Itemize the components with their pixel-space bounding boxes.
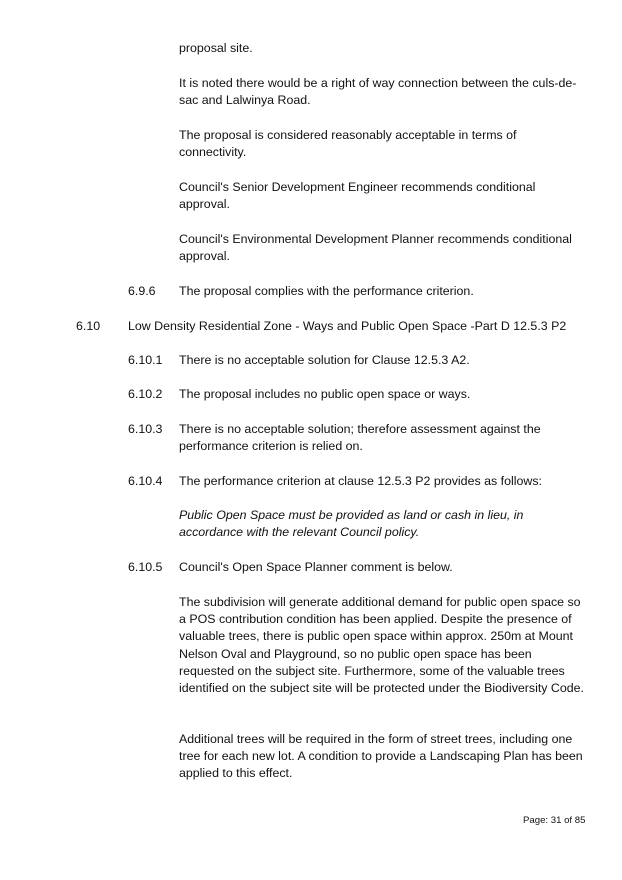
item-text: There is no acceptable solution for Clause 12.5.3 A2. (179, 353, 470, 367)
item-number: 6.10.2 (128, 387, 163, 401)
paragraph-engineer: Council's Senior Development Engineer recommends conditional approval. (179, 180, 536, 212)
item-number: 6.10.1 (128, 353, 163, 367)
item-number: 6.10.3 (128, 422, 163, 436)
paragraph-environmental-planner: Council's Environmental Development Planner recommends conditional approval. (179, 232, 572, 264)
comment-paragraph-pos: The subdivision will generate additional demand for public open space so a POS contribution condition has been applied. Despite the presence of valuable trees, there is public open space within approx. 250m at Mount Nelson Oval and Playground, so no public open space has been requested on the subject site. Furthermore, some of the valuable trees identified on the subject site will be protected under the Biodiversity Code. (179, 595, 584, 696)
section-number: 6.10 (76, 319, 101, 333)
item-number: 6.10.4 (128, 474, 163, 488)
paragraph-proposal-site: proposal site. (179, 41, 253, 55)
item-number: 6.9.6 (128, 284, 156, 298)
comment-paragraph-street-trees: Additional trees will be required in the form of street trees, including one tree for each new lot. A condition to provide a Landscaping Plan has been applied to this effect. (179, 732, 583, 781)
page-number-footer: Page: 31 of 85 (523, 815, 586, 826)
item-number: 6.10.5 (128, 560, 163, 574)
paragraph-connectivity: The proposal is considered reasonably acceptable in terms of connectivity. (179, 128, 517, 160)
item-text: The proposal includes no public open space or ways. (179, 387, 471, 401)
quoted-criterion: Public Open Space must be provided as land or cash in lieu, in accordance with the relevant Council policy. (179, 508, 524, 540)
section-title: Low Density Residential Zone - Ways and Public Open Space -Part D 12.5.3 P2 (128, 319, 567, 333)
item-text: The proposal complies with the performance criterion. (179, 284, 474, 298)
item-text: Council's Open Space Planner comment is below. (179, 560, 453, 574)
item-text: There is no acceptable solution; therefore assessment against the performance criterion is relied on. (179, 422, 541, 454)
item-text: The performance criterion at clause 12.5.3 P2 provides as follows: (179, 474, 542, 488)
paragraph-right-of-way: It is noted there would be a right of way connection between the culs-de-sac and Lalwinya Road. (179, 76, 577, 108)
